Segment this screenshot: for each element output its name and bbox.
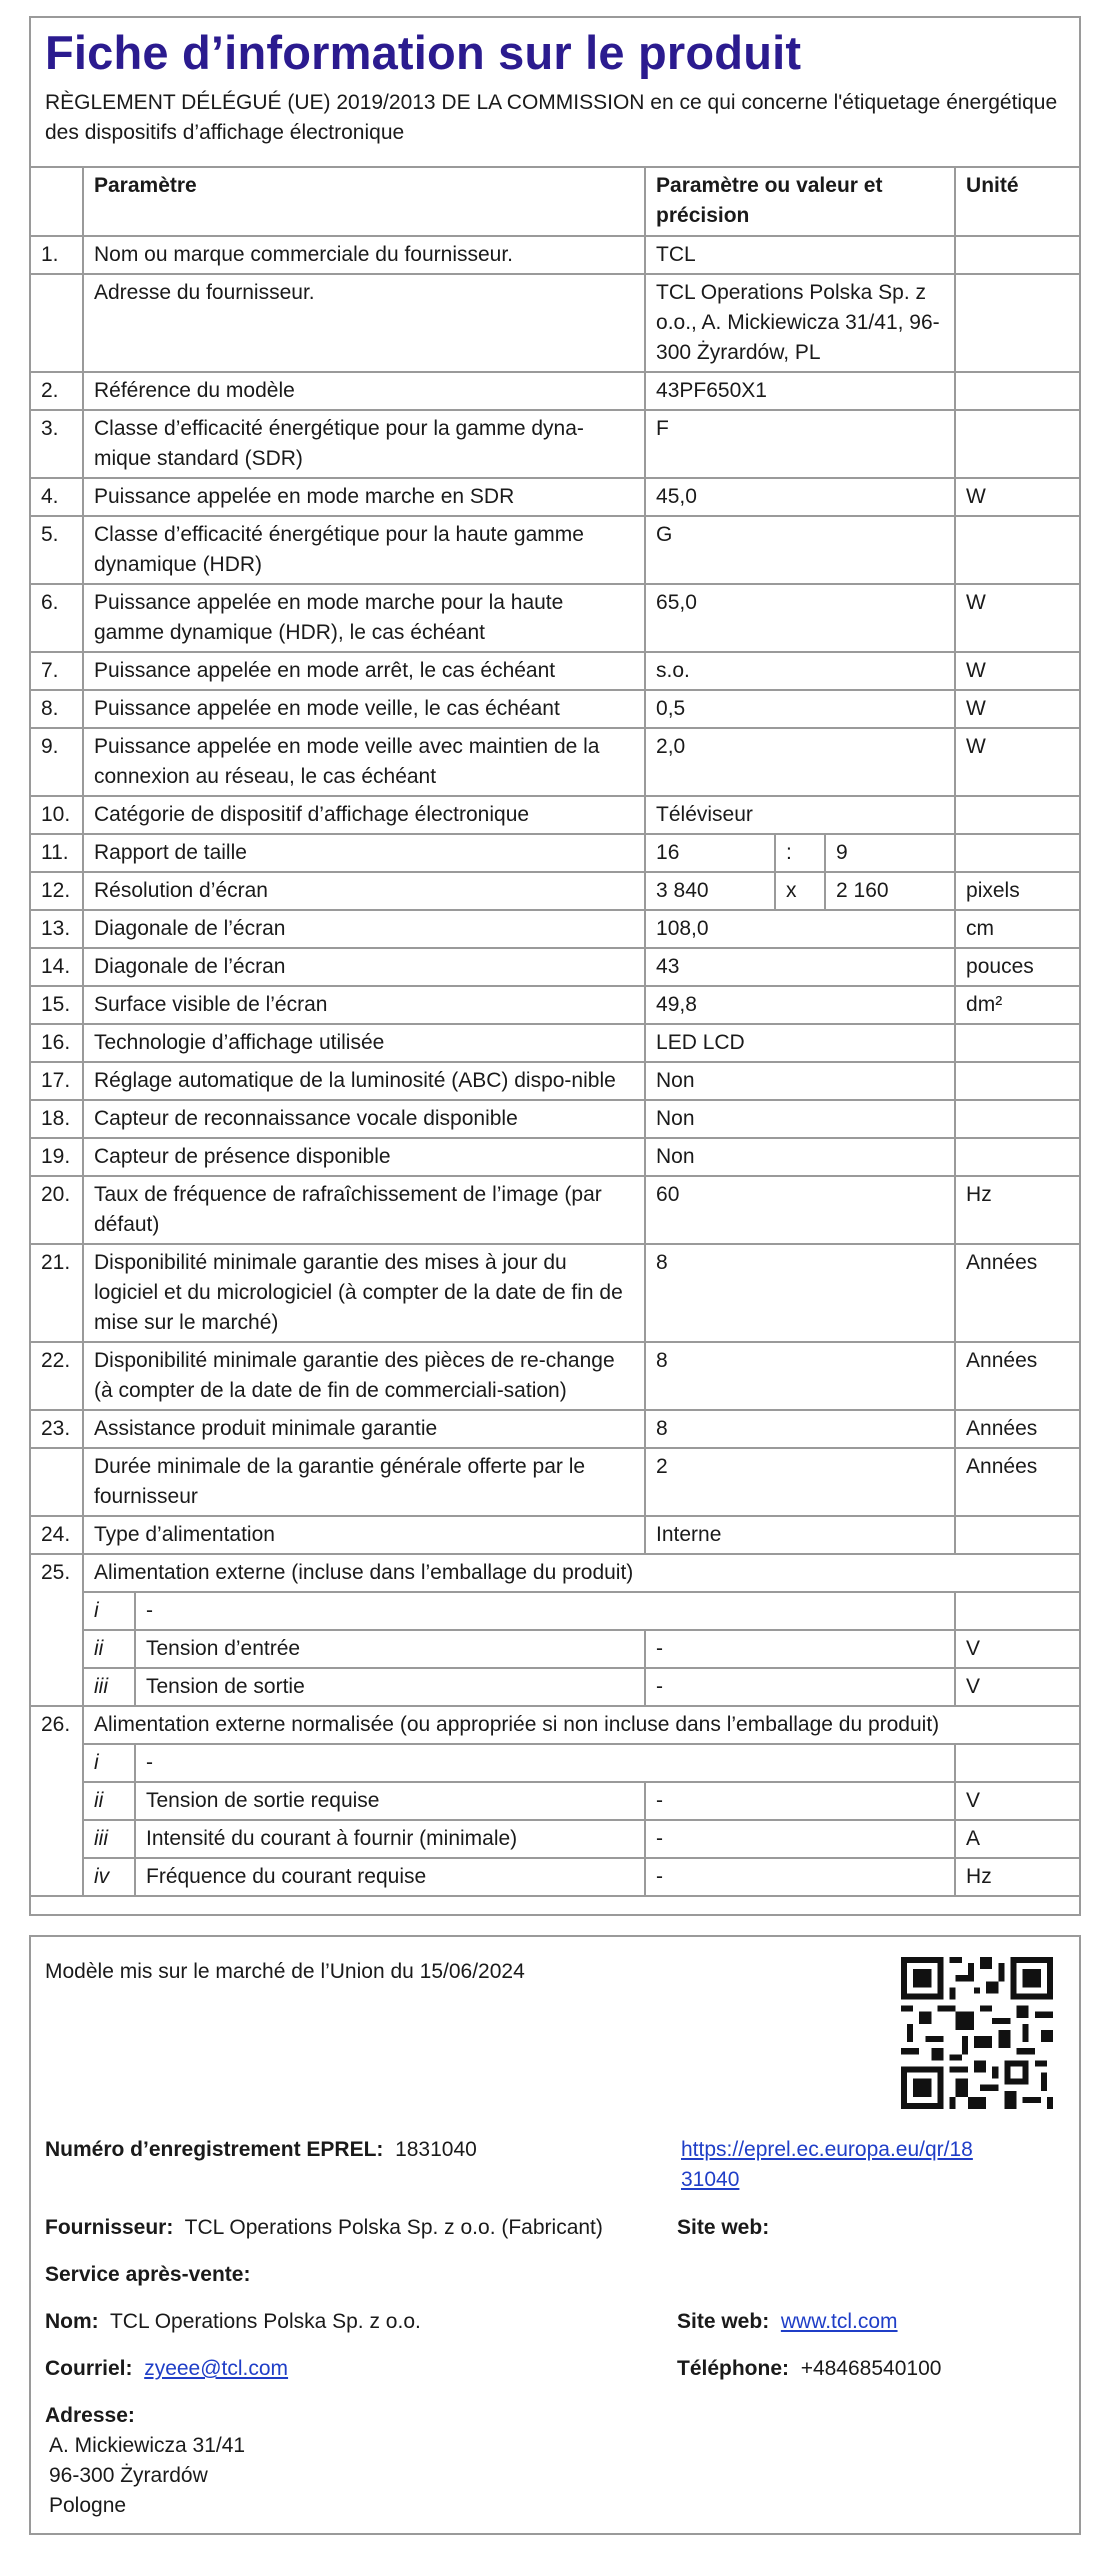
table-row [31,1820,1079,1858]
row-unit [955,372,1079,410]
table-row [31,516,1079,584]
row-unit: Années [955,1342,1079,1410]
row-value: 43 [645,948,955,986]
row-label: Réglage automatique de la luminosité (ABC) dispo-nible [83,1062,645,1100]
table-row [31,1516,1079,1554]
row-value: 43PF650X1 [645,372,955,410]
row-value: 45,0 [645,478,955,516]
row-unit: W [955,478,1079,516]
row-number: 21. [31,1244,83,1342]
row-unit: Années [955,1448,1079,1516]
eprel-link[interactable] [681,2135,973,2195]
row-label: Catégorie de dispositif d’affichage électronique [83,796,645,834]
service-website-link[interactable]: www.tcl.com [780,2310,898,2333]
address-line-2: 96-300 Żyrardów [49,2464,208,2487]
row-number: 24. [31,1516,83,1554]
footer-block [29,1935,1081,2535]
name-value: TCL Operations Polska Sp. z o.o. [109,2310,421,2333]
supplier-value: TCL Operations Polska Sp. z o.o. (Fabricant) [184,2216,603,2239]
row-number: 23. [31,1410,83,1448]
row-unit: W [955,690,1079,728]
table-row [31,948,1079,986]
table-row [31,410,1079,478]
sub-index: iii [83,1820,135,1858]
sub-index: i [83,1592,135,1630]
row-number: 7. [31,652,83,690]
table-row [31,1630,1079,1668]
row-unit [955,1100,1079,1138]
table-row [31,1858,1079,1896]
row-label: Diagonale de l’écran [83,910,645,948]
row-unit [955,1744,1079,1782]
address-block [45,2401,245,2521]
row-number: 26. [31,1706,83,1896]
row-label: Fréquence du courant requise [135,1858,645,1896]
row-label: Disponibilité minimale garantie des mises à jour du logiciel et du micrologiciel (à compter de la date de fin de mise sur le marché) [83,1244,645,1342]
table-row [31,1062,1079,1100]
row-value: F [645,410,955,478]
row-value: 8 [645,1244,955,1342]
address-label: Adresse: [45,2404,135,2427]
row-label: Alimentation externe (incluse dans l’emballage du produit) [83,1554,1079,1592]
service-website-line [677,2307,898,2337]
header-param: Paramètre [83,168,645,236]
row-value: 2,0 [645,728,955,796]
resolution-height: 2 160 [825,872,955,910]
row-label: Tension de sortie requise [135,1782,645,1820]
table-row [31,1668,1079,1706]
row-value: Non [645,1138,955,1176]
row-value: 108,0 [645,910,955,948]
row-unit [955,1062,1079,1100]
table-row [31,1592,1079,1630]
row-unit: W [955,652,1079,690]
row-label: Puissance appelée en mode arrêt, le cas échéant [83,652,645,690]
row-value: Non [645,1100,955,1138]
supplier-line [45,2213,603,2243]
row-label: Classe d’efficacité énergétique pour la gamme dyna-mique standard (SDR) [83,410,645,478]
row-number: 20. [31,1176,83,1244]
row-label: Tension d’entrée [135,1630,645,1668]
row-label: Référence du modèle [83,372,645,410]
row-unit [955,516,1079,584]
resolution-separator: x [775,872,825,910]
row-label: Capteur de reconnaissance vocale disponible [83,1100,645,1138]
row-number: 15. [31,986,83,1024]
table-row [31,728,1079,796]
phone-value: +48468540100 [800,2357,942,2380]
row-unit [955,1516,1079,1554]
row-number: 19. [31,1138,83,1176]
row-unit: cm [955,910,1079,948]
row-number: 12. [31,872,83,910]
row-value: G [645,516,955,584]
row-number: 9. [31,728,83,796]
row-value: Téléviseur [645,796,955,834]
row-value: LED LCD [645,1024,955,1062]
row-unit: A [955,1820,1079,1858]
row-label: Durée minimale de la garantie générale offerte par le fournisseur [83,1448,645,1516]
row-number: 13. [31,910,83,948]
row-number: 17. [31,1062,83,1100]
table-row [31,584,1079,652]
sub-index: ii [83,1630,135,1668]
table-row [31,1448,1079,1516]
row-number: 10. [31,796,83,834]
after-sales-label: Service après-vente: [45,2263,251,2286]
row-label: Type d’alimentation [83,1516,645,1554]
table-row [31,1100,1079,1138]
name-label: Nom: [45,2310,99,2333]
row-value: 65,0 [645,584,955,652]
row-value: - [645,1782,955,1820]
table-row [31,872,1079,910]
qr-code-icon[interactable] [901,1957,1053,2109]
row-unit: Hz [955,1858,1079,1896]
table-row [31,1554,1079,1592]
row-label: Intensité du courant à fournir (minimale) [135,1820,645,1858]
sub-index: iii [83,1668,135,1706]
phone-line [677,2354,941,2384]
eprel-link-line-2[interactable]: 31040 [681,2168,740,2191]
row-number: 5. [31,516,83,584]
row-label: Surface visible de l’écran [83,986,645,1024]
table-row [31,1244,1079,1342]
row-value: TCL [645,236,955,274]
row-value: 49,8 [645,986,955,1024]
row-unit [955,410,1079,478]
table-row [31,236,1079,274]
header-num-cell [31,168,83,236]
header-value: Paramètre ou valeur et précision [645,168,955,236]
row-value: - [645,1630,955,1668]
row-label: Nom ou marque commerciale du fournisseur. [83,236,645,274]
row-value: Non [645,1062,955,1100]
row-label: Puissance appelée en mode veille avec maintien de la connexion au réseau, le cas échéant [83,728,645,796]
row-number [31,274,83,372]
row-label: - [135,1744,955,1782]
row-unit: W [955,584,1079,652]
aspect-width: 16 [645,834,775,872]
row-label: Alimentation externe normalisée (ou appropriée si non incluse dans l’emballage du produit) [83,1706,1079,1744]
table-row [31,796,1079,834]
table-row [31,478,1079,516]
table-row [31,1176,1079,1244]
row-label: Classe d’efficacité énergétique pour la haute gamme dynamique (HDR) [83,516,645,584]
product-information-sheet [29,16,1081,1916]
row-unit [955,1024,1079,1062]
table-row [31,1706,1079,1744]
row-number: 25. [31,1554,83,1706]
row-value: Interne [645,1516,955,1554]
eprel-link-line-1[interactable]: https://eprel.ec.europa.eu/qr/18 [681,2138,973,2161]
row-unit [955,236,1079,274]
market-date: Modèle mis sur le marché de l’Union du 15/06/2024 [45,1960,525,1983]
table-row [31,910,1079,948]
page-title: Fiche d’information sur le produit [45,26,802,79]
row-unit [955,796,1079,834]
row-unit [955,834,1079,872]
row-value: 8 [645,1342,955,1410]
table-row [31,1138,1079,1176]
row-label: Puissance appelée en mode marche pour la haute gamme dynamique (HDR), le cas échéant [83,584,645,652]
row-value: TCL Operations Polska Sp. z o.o., A. Mickiewicza 31/41, 96-300 Żyrardów, PL [645,274,955,372]
table-row [31,372,1079,410]
row-unit: W [955,728,1079,796]
row-unit [955,1592,1079,1630]
email-line [45,2354,288,2384]
row-number: 11. [31,834,83,872]
row-label: Résolution d’écran [83,872,645,910]
row-number [31,1448,83,1516]
table-row [31,1410,1079,1448]
row-unit: Hz [955,1176,1079,1244]
row-value: 2 [645,1448,955,1516]
table-row [31,1024,1079,1062]
row-number: 4. [31,478,83,516]
row-number: 1. [31,236,83,274]
row-value: - [645,1668,955,1706]
address-line-1: A. Mickiewicza 31/41 [49,2434,246,2457]
table-row [31,986,1079,1024]
row-unit: pouces [955,948,1079,986]
supplier-website-label: Site web: [677,2216,770,2239]
table-row [31,1342,1079,1410]
sub-index: i [83,1744,135,1782]
row-label: Puissance appelée en mode veille, le cas échéant [83,690,645,728]
table-header-row [31,168,1079,236]
eprel-line [45,2135,477,2165]
table-row [31,652,1079,690]
table-row [31,1782,1079,1820]
eprel-number: 1831040 [395,2138,477,2161]
row-unit: V [955,1668,1079,1706]
table-row [31,274,1079,372]
row-number: 8. [31,690,83,728]
row-label: Adresse du fournisseur. [83,274,645,372]
row-label: Puissance appelée en mode marche en SDR [83,478,645,516]
row-number: 14. [31,948,83,986]
row-unit: V [955,1630,1079,1668]
name-line [45,2307,421,2337]
row-unit: V [955,1782,1079,1820]
sub-index: iv [83,1858,135,1896]
row-value: 60 [645,1176,955,1244]
row-label: Capteur de présence disponible [83,1138,645,1176]
aspect-separator: : [775,834,825,872]
address-line-3: Pologne [49,2494,127,2517]
row-unit: pixels [955,872,1079,910]
row-number: 2. [31,372,83,410]
row-number: 16. [31,1024,83,1062]
aspect-height: 9 [825,834,955,872]
email-label: Courriel: [45,2357,133,2380]
row-value: 0,5 [645,690,955,728]
service-website-label: Site web: [677,2310,770,2333]
regulation-subtitle: RÈGLEMENT DÉLÉGUÉ (UE) 2019/2013 DE LA COMMISSION en ce qui concerne l'étiquetage énergétique des dispositifs d’affichage électronique [45,91,1058,144]
row-unit: dm² [955,986,1079,1024]
sub-index: ii [83,1782,135,1820]
supplier-label: Fournisseur: [45,2216,174,2239]
row-unit [955,1138,1079,1176]
row-value: s.o. [645,652,955,690]
row-number: 18. [31,1100,83,1138]
row-value: - [645,1858,955,1896]
row-unit [955,274,1079,372]
specification-table [31,168,1079,1897]
row-label: Assistance produit minimale garantie [83,1410,645,1448]
table-row [31,834,1079,872]
row-label: Taux de fréquence de rafraîchissement de l’image (par défaut) [83,1176,645,1244]
row-unit: Années [955,1410,1079,1448]
row-label: Tension de sortie [135,1668,645,1706]
row-number: 6. [31,584,83,652]
resolution-width: 3 840 [645,872,775,910]
row-value: - [645,1820,955,1858]
row-label: Technologie d’affichage utilisée [83,1024,645,1062]
row-label: Diagonale de l’écran [83,948,645,986]
table-row [31,1744,1079,1782]
row-label: - [135,1592,955,1630]
header-unit: Unité [955,168,1079,236]
row-value: 8 [645,1410,955,1448]
email-link[interactable]: zyeee@tcl.com [144,2357,289,2380]
table-row [31,690,1079,728]
sheet-header [31,18,1079,168]
phone-label: Téléphone: [677,2357,790,2380]
row-number: 3. [31,410,83,478]
row-label: Rapport de taille [83,834,645,872]
eprel-label: Numéro d’enregistrement EPREL: [45,2138,384,2161]
row-label: Disponibilité minimale garantie des pièces de re-change (à compter de la date de fin de commerciali-sation) [83,1342,645,1410]
row-unit: Années [955,1244,1079,1342]
row-number: 22. [31,1342,83,1410]
